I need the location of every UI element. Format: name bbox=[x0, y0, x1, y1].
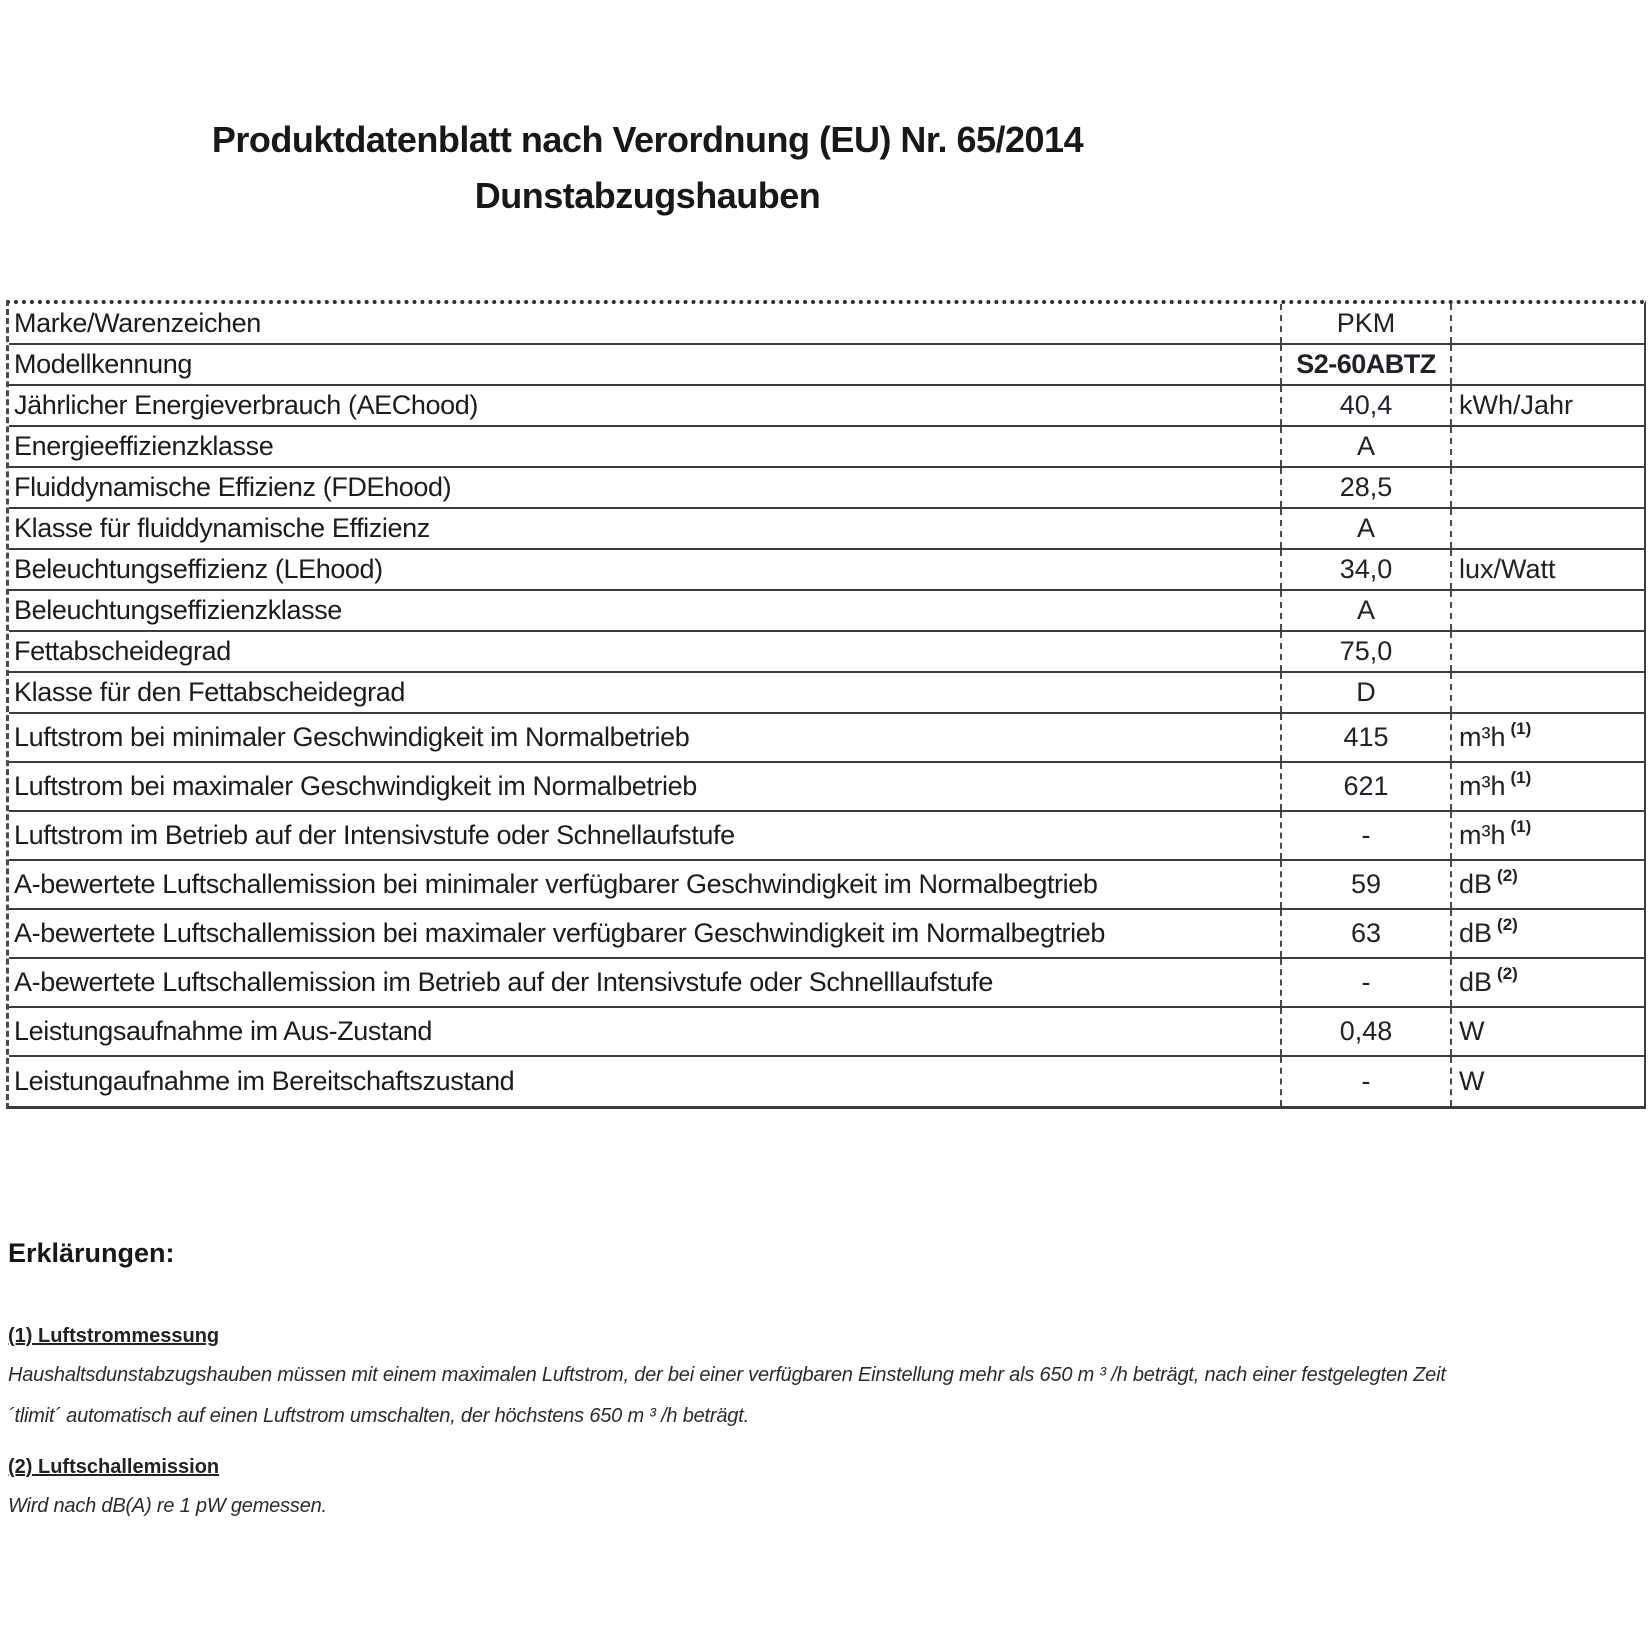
spec-label: Luftstrom im Betrieb auf der Intensivstufe oder Schnellaufstufe bbox=[14, 820, 735, 850]
spec-unit bbox=[1450, 910, 1644, 957]
spec-value: S2-60ABTZ bbox=[1280, 345, 1450, 384]
spec-label: Modellkennung bbox=[14, 349, 192, 379]
table-row bbox=[9, 427, 1644, 468]
spec-unit-base: dB bbox=[1459, 967, 1493, 997]
spec-value: 59 bbox=[1280, 861, 1450, 908]
spec-value: A bbox=[1280, 591, 1450, 630]
spec-label: Luftstrom bei minimaler Geschwindigkeit im Normalbetrieb bbox=[14, 722, 690, 752]
spec-unit-footnote-marker: (2) bbox=[1497, 963, 1518, 983]
spec-unit-footnote-marker: (2) bbox=[1497, 865, 1518, 885]
spec-unit bbox=[1450, 386, 1644, 425]
table-row bbox=[9, 550, 1644, 591]
spec-unit-base: m³h bbox=[1459, 722, 1506, 752]
spec-unit bbox=[1450, 591, 1644, 630]
footnote-title: (2) Luftschallemission bbox=[8, 1456, 220, 1478]
spec-unit-footnote-marker: (1) bbox=[1510, 816, 1532, 836]
spec-unit-base: dB bbox=[1459, 869, 1493, 899]
spec-label: A-bewertete Luftschallemission bei maximaler verfügbarer Geschwindigkeit im Normalbegtrieb bbox=[14, 918, 1105, 948]
spec-unit bbox=[1450, 304, 1644, 343]
spec-value: A bbox=[1280, 427, 1450, 466]
spec-unit bbox=[1450, 427, 1644, 466]
spec-value: 415 bbox=[1280, 714, 1450, 761]
spec-unit bbox=[1450, 632, 1644, 671]
spec-unit bbox=[1450, 861, 1644, 908]
footnote-text-line: Wird nach dB(A) re 1 pW gemessen. bbox=[8, 1495, 327, 1517]
table-row bbox=[9, 1057, 1644, 1106]
spec-value: - bbox=[1280, 959, 1450, 1006]
explanations-section bbox=[8, 1238, 1608, 1536]
spec-unit-base: m³h bbox=[1459, 771, 1506, 801]
spec-unit bbox=[1450, 673, 1644, 712]
spec-label: Beleuchtungseffizienz (LEhood) bbox=[14, 554, 383, 584]
spec-unit bbox=[1450, 959, 1644, 1006]
footnote-text-line: Haushaltsdunstabzugshauben müssen mit einem maximalen Luftstrom, der bei einer verfügbaren Einstellung mehr als 650 m ³ /h beträgt, nach einer festgelegten Zeit bbox=[8, 1364, 1446, 1386]
spec-value: D bbox=[1280, 673, 1450, 712]
table-row bbox=[9, 468, 1644, 509]
explanations-heading: Erklärungen: bbox=[8, 1238, 175, 1268]
table-row bbox=[9, 910, 1644, 959]
spec-unit bbox=[1450, 345, 1644, 384]
table-row bbox=[9, 763, 1644, 812]
footnote bbox=[8, 1456, 1608, 1518]
table-row bbox=[9, 1008, 1644, 1057]
spec-value: PKM bbox=[1280, 304, 1450, 343]
spec-unit bbox=[1450, 468, 1644, 507]
page-title-line2: Dunstabzugshauben bbox=[474, 175, 821, 216]
table-row bbox=[9, 714, 1644, 763]
spec-unit-base: dB bbox=[1459, 918, 1493, 948]
spec-label: Jährlicher Energieverbrauch (AEChood) bbox=[14, 390, 478, 420]
spec-unit-footnote-marker: (1) bbox=[1510, 767, 1532, 787]
spec-unit-base: W bbox=[1459, 1016, 1485, 1046]
spec-label: Leistungaufnahme im Bereitschaftszustand bbox=[14, 1066, 515, 1096]
spec-table-body bbox=[9, 304, 1644, 1106]
table-row bbox=[9, 673, 1644, 714]
spec-label: Fettabscheidegrad bbox=[14, 636, 231, 666]
spec-label: Leistungsaufnahme im Aus-Zustand bbox=[14, 1016, 432, 1046]
spec-value: 621 bbox=[1280, 763, 1450, 810]
spec-unit bbox=[1450, 550, 1644, 589]
spec-value: 40,4 bbox=[1280, 386, 1450, 425]
table-row bbox=[9, 861, 1644, 910]
footnotes-container bbox=[8, 1325, 1608, 1518]
page-title-line1: Produktdatenblatt nach Verordnung (EU) Nr. 65/2014 bbox=[211, 119, 1084, 160]
spec-unit-base: lux/Watt bbox=[1459, 554, 1556, 584]
table-row bbox=[9, 812, 1644, 861]
spec-value: - bbox=[1280, 812, 1450, 859]
spec-unit-base: m³h bbox=[1459, 820, 1506, 850]
table-row bbox=[9, 632, 1644, 673]
spec-unit-base: kWh/Jahr bbox=[1459, 390, 1574, 420]
spec-value: 75,0 bbox=[1280, 632, 1450, 671]
table-row bbox=[9, 304, 1644, 345]
spec-unit bbox=[1450, 714, 1644, 761]
spec-table bbox=[6, 300, 1646, 1109]
table-row bbox=[9, 591, 1644, 632]
spec-label: A-bewertete Luftschallemission bei minimaler verfügbarer Geschwindigkeit im Normalbegtrieb bbox=[14, 869, 1098, 899]
spec-label: Klasse für den Fettabscheidegrad bbox=[14, 677, 405, 707]
footnote bbox=[8, 1325, 1608, 1428]
footnote-title: (1) Luftstrommessung bbox=[8, 1325, 220, 1347]
spec-label: Energieeffizienzklasse bbox=[14, 431, 274, 461]
page-title bbox=[0, 112, 1295, 224]
spec-unit-footnote-marker: (1) bbox=[1510, 718, 1532, 738]
spec-value: 63 bbox=[1280, 910, 1450, 957]
table-row bbox=[9, 509, 1644, 550]
table-row bbox=[9, 386, 1644, 427]
spec-unit bbox=[1450, 763, 1644, 810]
spec-unit-footnote-marker: (2) bbox=[1497, 914, 1518, 934]
spec-label: Marke/Warenzeichen bbox=[14, 308, 261, 338]
spec-label: Fluiddynamische Effizienz (FDEhood) bbox=[14, 472, 452, 502]
spec-unit bbox=[1450, 812, 1644, 859]
spec-label: Beleuchtungseffizienzklasse bbox=[14, 595, 342, 625]
spec-unit-base: W bbox=[1459, 1066, 1485, 1096]
spec-value: - bbox=[1280, 1057, 1450, 1106]
spec-value: A bbox=[1280, 509, 1450, 548]
table-row bbox=[9, 959, 1644, 1008]
footnote-text-line: ´tlimit´ automatisch auf einen Luftstrom umschalten, der höchstens 650 m ³ /h beträgt. bbox=[8, 1405, 749, 1427]
spec-label: Klasse für fluiddynamische Effizienz bbox=[14, 513, 430, 543]
spec-unit bbox=[1450, 1008, 1644, 1055]
spec-unit bbox=[1450, 1057, 1644, 1106]
spec-label: Luftstrom bei maximaler Geschwindigkeit im Normalbetrieb bbox=[14, 771, 697, 801]
spec-value: 34,0 bbox=[1280, 550, 1450, 589]
spec-value: 28,5 bbox=[1280, 468, 1450, 507]
spec-unit bbox=[1450, 509, 1644, 548]
spec-label: A-bewertete Luftschallemission im Betrieb auf der Intensivstufe oder Schnelllaufstufe bbox=[14, 967, 994, 997]
spec-value: 0,48 bbox=[1280, 1008, 1450, 1055]
table-row bbox=[9, 345, 1644, 386]
